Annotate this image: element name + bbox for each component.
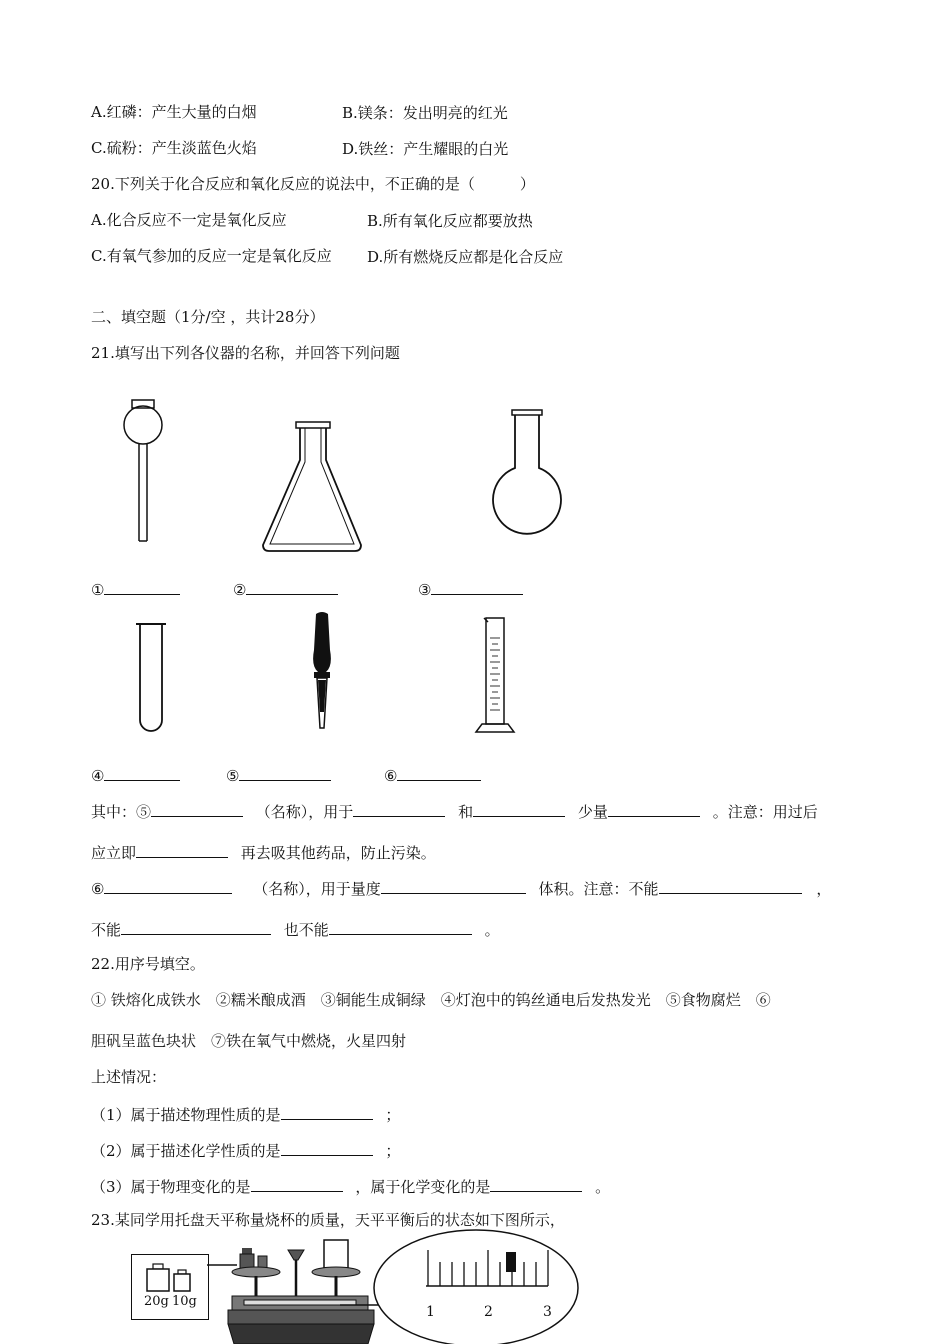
conical-flask-drawing [260, 420, 364, 555]
q21-line-2: 应立即 再去吸其他药品，防止污染。 [91, 841, 436, 863]
blank-q21-d[interactable] [608, 800, 700, 817]
blank-q21-h[interactable] [659, 877, 802, 894]
q22-sub-3: （3）属于物理变化的是 ，属于化学变化的是 。 [91, 1175, 610, 1197]
q22-sub-1: （1）属于描述物理性质的是 ； [91, 1103, 400, 1125]
blank-q21-i[interactable] [121, 918, 271, 935]
funnel-drawing [118, 398, 168, 548]
scale-tick-3: 3 [543, 1304, 552, 1320]
blank-5[interactable] [239, 764, 331, 781]
blank-6[interactable] [397, 764, 481, 781]
weights-drawing [131, 1254, 209, 1320]
q21-line-1: 其中：⑤ （名称），用于 和 少量 。注意：用过后 [91, 800, 818, 822]
q19-option-c: C.硫粉：产生淡蓝色火焰 [91, 139, 257, 157]
q20-option-b: B.所有氧化反应都要放热 [367, 212, 533, 230]
q22-intro: 上述情况： [91, 1068, 167, 1086]
test-tube-drawing [134, 620, 168, 740]
q20-option-c: C.有氧气参加的反应一定是氧化反应 [91, 247, 332, 265]
label-3: ③ [418, 578, 523, 600]
q22-sub-2: （2）属于描述化学性质的是 ； [91, 1139, 400, 1161]
blank-q22-2[interactable] [281, 1139, 373, 1156]
blank-q21-f[interactable] [104, 877, 232, 894]
label-4: ④ [91, 764, 180, 786]
q19-option-b: B.镁条：发出明亮的红光 [342, 104, 508, 122]
label-2: ② [233, 578, 338, 600]
blank-q22-1[interactable] [281, 1103, 373, 1120]
dropper-drawing [300, 610, 344, 736]
q19-option-d: D.铁丝：产生耀眼的白光 [342, 140, 509, 158]
q20-stem: 20.下列关于化合反应和氧化反应的说法中，不正确的是（ ） [91, 175, 535, 193]
weight-20g-label: 20g [144, 1294, 169, 1309]
scale-zoom-drawing [372, 1226, 580, 1344]
blank-3[interactable] [431, 578, 523, 595]
scale-tick-2: 2 [484, 1304, 493, 1320]
blank-q21-j[interactable] [329, 918, 472, 935]
round-flask-drawing [490, 408, 560, 548]
q22-items-1: ① 铁熔化成铁水 ②糯米酿成酒 ③铜能生成铜绿 ④灯泡中的钨丝通电后发热发光 ⑤食物腐烂 ⑥ [91, 991, 771, 1009]
graduated-cylinder-drawing [472, 614, 518, 738]
weight-10g-label: 10g [172, 1294, 197, 1309]
label-6: ⑥ [384, 764, 481, 786]
q20-option-d: D.所有燃烧反应都是化合反应 [367, 248, 564, 266]
blank-1[interactable] [104, 578, 180, 595]
label-1: ① [91, 578, 180, 600]
blank-4[interactable] [104, 764, 180, 781]
blank-q21-e[interactable] [136, 841, 228, 858]
blank-q21-b[interactable] [353, 800, 445, 817]
q22-items-2: 胆矾呈蓝色块状 ⑦铁在氧气中燃烧，火星四射 [91, 1032, 407, 1050]
q21-line-3: ⑥ （名称），用于量度 体积。注意：不能 ， [91, 877, 831, 899]
q22-stem: 22.用序号填空。 [91, 955, 205, 973]
blank-q22-3[interactable] [251, 1175, 343, 1192]
label-5: ⑤ [226, 764, 331, 786]
q19-option-a: A.红磷：产生大量的白烟 [91, 103, 257, 121]
balance-drawing [228, 1240, 388, 1344]
blank-q22-4[interactable] [490, 1175, 582, 1192]
section-title: 二、填空题（1分/空 ，共计28分） [91, 308, 325, 326]
q20-option-a: A.化合反应不一定是氧化反应 [91, 211, 287, 229]
q23-stem: 23.某同学用托盘天平称量烧杯的质量，天平平衡后的状态如下图所示， [91, 1211, 565, 1229]
blank-2[interactable] [246, 578, 338, 595]
blank-q21-g[interactable] [381, 877, 526, 894]
blank-q21-a[interactable] [151, 800, 243, 817]
q21-stem: 21.填写出下列各仪器的名称，并回答下列问题 [91, 344, 400, 362]
q21-line-4: 不能 也不能 。 [91, 918, 500, 940]
blank-q21-c[interactable] [473, 800, 565, 817]
scale-tick-1: 1 [426, 1304, 435, 1320]
